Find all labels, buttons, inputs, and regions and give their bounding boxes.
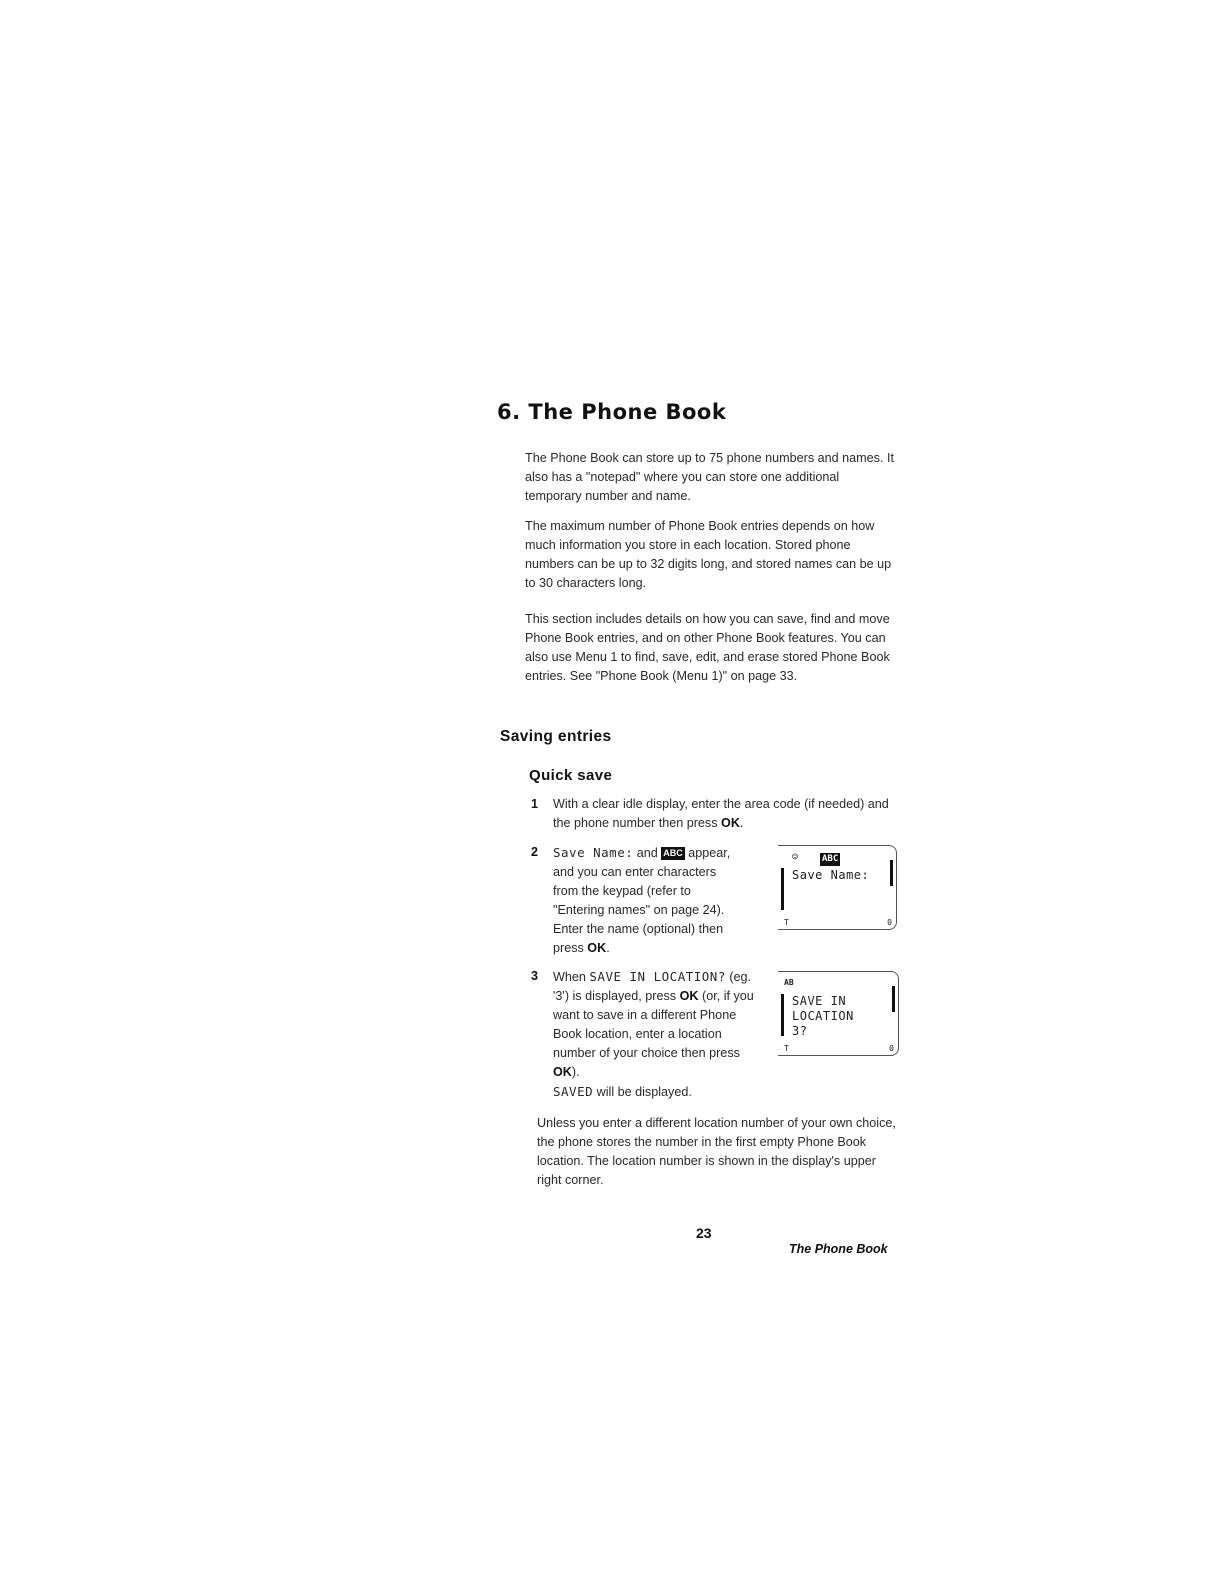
ok-key: OK <box>721 816 740 830</box>
step-end: . <box>739 816 744 830</box>
smiley-icon: ☺ <box>792 852 799 863</box>
page-number: 23 <box>696 1225 712 1241</box>
display-text-saved: SAVED <box>553 1084 594 1099</box>
step-1 <box>531 795 901 833</box>
step-2 <box>531 843 741 958</box>
running-footer-title: The Phone Book <box>789 1242 888 1256</box>
section-heading: Saving entries <box>500 728 612 745</box>
step-connector: and <box>633 846 662 860</box>
display-line-1: SAVE IN <box>792 994 847 1008</box>
left-bracket-icon <box>781 868 784 910</box>
step-text: (or, if you want to save in a different Phone Book location, enter a location number of your choice then press <box>553 989 754 1060</box>
step-text: With a clear idle display, enter the area code (if needed) and the phone number then press <box>553 797 889 830</box>
chapter-title: 6. The Phone Book <box>497 400 727 424</box>
phone-display-save-in-location <box>778 971 899 1056</box>
closing-paragraph: Unless you enter a different location number of your own choice, the phone stores the number in the first empty Phone Book location. The location number is shown in the display's upper right corner. <box>537 1116 896 1187</box>
phone-display-save-name <box>778 845 897 930</box>
step-end: . <box>606 941 610 955</box>
step-number: 2 <box>531 845 539 859</box>
step-number: 1 <box>531 797 539 811</box>
display-t-mark: T <box>784 918 789 927</box>
intro-paragraph-2: The maximum number of Phone Book entries depends on how much information you store in each location. Stored phone numbers can be up to 32 digits long, and stored names can be up to 30 characters long. <box>525 519 892 590</box>
step-text: When <box>553 970 590 984</box>
step-number: 3 <box>531 969 539 983</box>
step-text: appear, and you can enter characters from the keypad (refer to "Entering names" on page 24). Enter the name (optional) then press <box>553 846 731 955</box>
step-text: will be displayed. <box>593 1085 692 1099</box>
left-bracket-icon <box>781 994 784 1036</box>
ok-key: OK <box>553 1065 572 1079</box>
display-battery-mark: 0 <box>887 918 892 927</box>
signal-bar-icon <box>890 860 893 886</box>
intro-paragraph-1: The Phone Book can store up to 75 phone numbers and names. It also has a "notepad" where you can store one additional temporary number and name. <box>525 451 894 503</box>
ok-key: OK <box>587 941 607 955</box>
display-battery-mark: 0 <box>889 1044 894 1053</box>
signal-bar-icon <box>892 986 895 1012</box>
intro-paragraph-3: This section includes details on how you can save, find and move Phone Book entries, and on other Phone Book features. You can also use Menu 1 to find, save, edit, and erase stored Phone Book entries. See "Phone Book (Menu 1)" on page 33. <box>525 612 890 683</box>
display-line-2: LOCATION <box>792 1009 854 1023</box>
step-text: (eg. '3') is displayed, press <box>553 970 752 1003</box>
subsection-heading: Quick save <box>529 767 613 784</box>
display-text-save-name: Save Name: <box>553 845 634 860</box>
ok-key: OK <box>679 989 699 1003</box>
abc-icon: ABC <box>822 854 839 864</box>
display-line-1: Save Name: <box>792 868 870 882</box>
display-top-label: AB <box>784 978 794 987</box>
display-line-3: 3? <box>792 1024 808 1038</box>
abc-icon: ABC <box>663 848 683 858</box>
display-text-save-in-location: SAVE IN LOCATION? <box>589 969 726 984</box>
step-text: ). <box>571 1065 580 1079</box>
display-t-mark: T <box>784 1044 789 1053</box>
